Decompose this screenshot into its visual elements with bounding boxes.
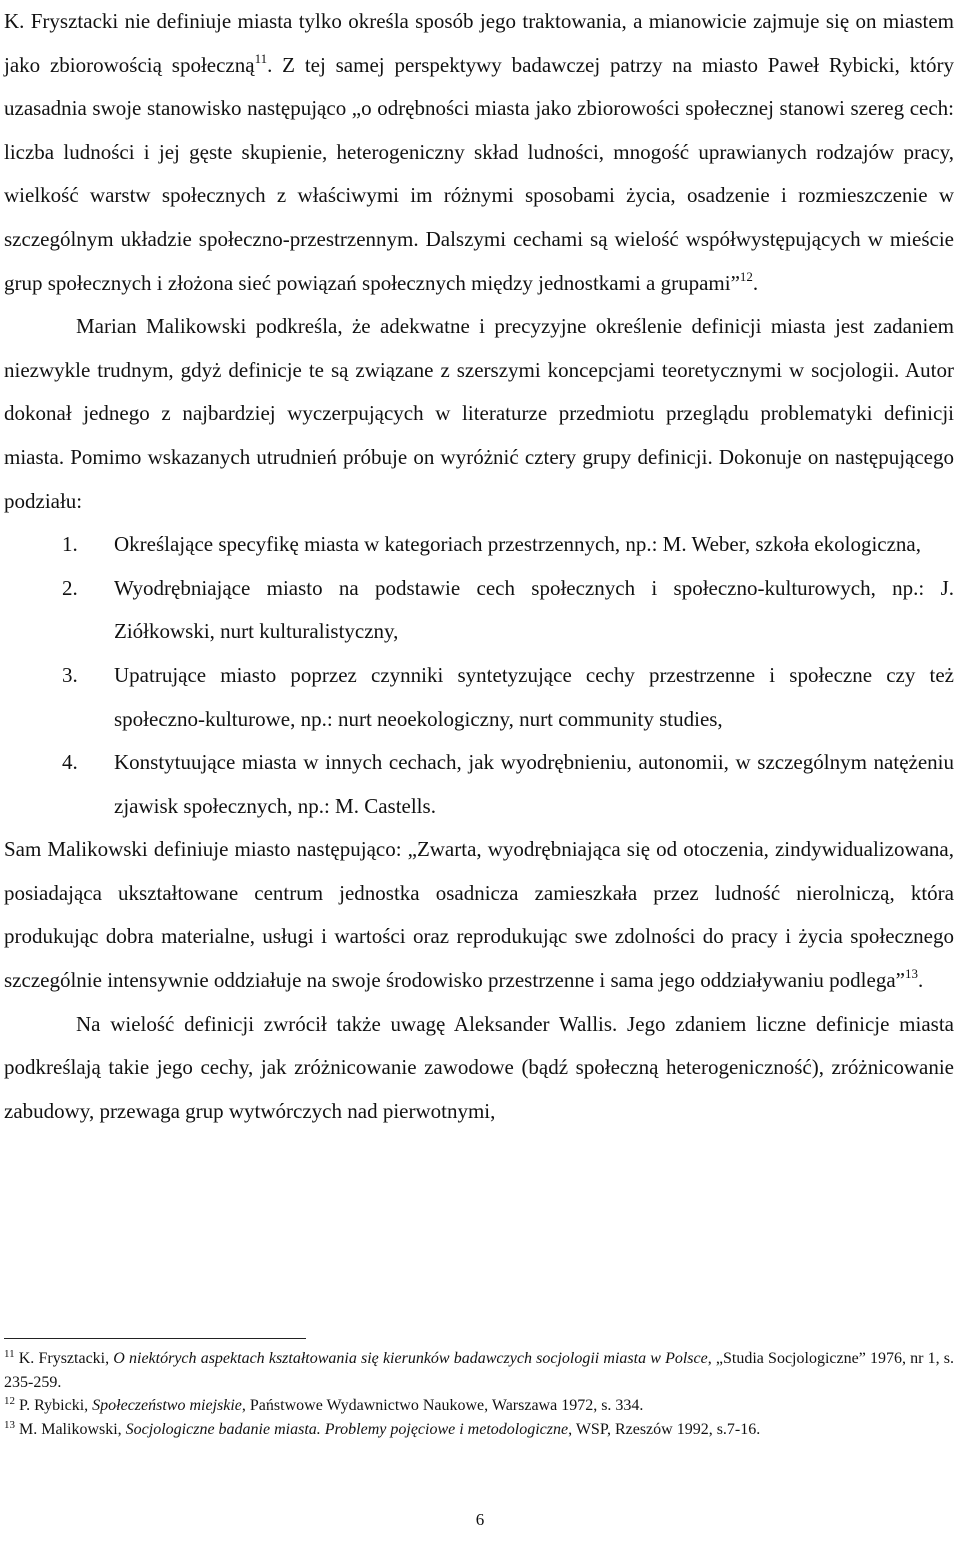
page-number: 6 [475, 1510, 485, 1529]
list-item [4, 523, 954, 567]
list-item-number: 1. [62, 532, 78, 557]
paragraph-p2 [4, 305, 954, 523]
paragraphs-before-list [4, 0, 954, 523]
text-run: Marian Malikowski podkreśla, że adekwatne i precyzyjne określenie definicji miasta jest zadaniem niezwykle trudnym, gdyż definicje te są związane z szerszymi koncepcjami teoretycznymi w socjologii. Autor dokonał jednego z najbardziej wyczerpujących w literaturze przedmiotu przeglądu problematyki definicji miasta. Pomimo wskazanych utrudnień próbuje on wyróżnić cztery grupy definicji. Dokonuje on następującego podziału: [4, 314, 954, 513]
list-item-text: Konstytuujące miasta w innych cechach, jak wyodrębnieniu, autonomii, w szczególnym natężeniu zjawisk społecznych, np.: M. Castells. [114, 750, 954, 818]
text-run: . Z tej samej perspektywy badawczej patrzy na miasto Paweł Rybicki, który uzasadnia swoje stanowisko następująco „o odrębności miasta jako zbiorowości społecznej stanowi szereg cech: liczba ludności i jej gęste skupienie, heterogeniczny skład ludności, mnogość uprawianych rodzajów pracy, wielkość warstw społecznych z właściwymi im różnymi sposobami życia, osadzenie i rozmieszczenie w szczególnym układzie społeczno-przestrzennym. Dalszymi cechami są wielość współwystępujących w mieście grup społecznych i złożona sieć powiązań społecznych między jednostkami a grupami” [4, 52, 954, 295]
paragraph-p3 [4, 828, 954, 1002]
text-run: , „Studia Socjologiczne” 1976, nr 1, s. 235-259. [4, 1350, 955, 1391]
list-item-number: 2. [62, 575, 78, 600]
footnote-fn12 [4, 1394, 954, 1418]
paragraphs-after-list [4, 828, 954, 1133]
text-run: M. Malikowski, [15, 1420, 126, 1438]
footnote-reference: 13 [4, 1418, 15, 1431]
paragraph-p1 [4, 0, 954, 305]
list-item-text: Wyodrębniające miasto na podstawie cech społecznych i społeczno-kulturowych, np.: J. Ziółkowski, nurt kulturalistyczny, [114, 575, 954, 644]
footnote-reference: 12 [739, 268, 753, 284]
text-run: P. Rybicki, [15, 1397, 93, 1414]
text-run: Sam Malikowski definiuje miasto następująco: „Zwarta, wyodrębniająca się od otoczenia, zindywidualizowana, posiadająca ukształtowane centrum jednostka osadnicza zamieszkała przez ludność nierolniczą, która produkując dobra materialne, usługi i wartości oraz reprodukując swe zdolności do pracy i życia społecznego szczególnie intensywnie oddziałuje na swoje środowisko przestrzenne i sama jego oddziaływaniu podlega” [4, 837, 954, 993]
footnotes [4, 1347, 954, 1441]
footnote-reference: 13 [904, 966, 918, 982]
footnote-reference: 11 [4, 1348, 15, 1360]
list-item-text: Upatrujące miasto poprzez czynniki syntetyzujące cechy przestrzenne i społeczne czy też społeczno-kulturowe, np.: nurt neoekologiczny, nurt community studies, [114, 662, 954, 731]
text-run: , WSP, Rzeszów 1992, s.7-16. [568, 1420, 761, 1438]
footnote-reference: 11 [254, 50, 268, 66]
footnote-fn13 [4, 1418, 954, 1442]
text-run: K. Frysztacki, [14, 1350, 114, 1367]
text-run: . [917, 968, 924, 993]
text-run: , Państwowe Wydawnictwo Naukowe, Warszawa 1972, s. 334. [241, 1397, 644, 1414]
definition-groups-list [4, 523, 954, 828]
italic-title: O niektórych aspektach kształtowania się kierunków badawczych socjologii miasta w Polsce [113, 1350, 708, 1367]
list-item-number: 3. [62, 662, 78, 687]
text-run: K. Frysztacki nie definiuje miasta tylko określa sposób jego traktowania, a mianowicie zajmuje się on miastem jako zbiorowością społeczną [4, 9, 954, 77]
paragraph-p4 [4, 1003, 954, 1134]
footnote-separator [4, 1338, 306, 1339]
list-item-number: 4. [62, 750, 78, 775]
italic-title: Społeczeństwo miejskie [92, 1397, 242, 1414]
italic-title: Socjologiczne badanie miasta. Problemy pojęciowe i metodologiczne [125, 1420, 569, 1438]
list-item [4, 654, 954, 741]
list-item-text: Określające specyfikę miasta w kategoriach przestrzennych, np.: M. Weber, szkoła ekologiczna, [114, 532, 922, 557]
list-item [4, 567, 954, 654]
footnote-reference: 12 [4, 1395, 15, 1407]
text-run: . [752, 270, 759, 295]
text-run: Na wielość definicji zwrócił także uwagę Aleksander Wallis. Jego zdaniem liczne definicje miasta podkreślają takie jego cechy, jak zróżnicowanie zawodowe (bądź społeczną heterogeniczność), zróżnicowanie zabudowy, przewaga grup wytwórczych nad pierwotnymi, [4, 1011, 954, 1123]
list-item [4, 741, 954, 828]
footnote-fn11 [4, 1347, 954, 1394]
body-text [4, 0, 954, 1133]
